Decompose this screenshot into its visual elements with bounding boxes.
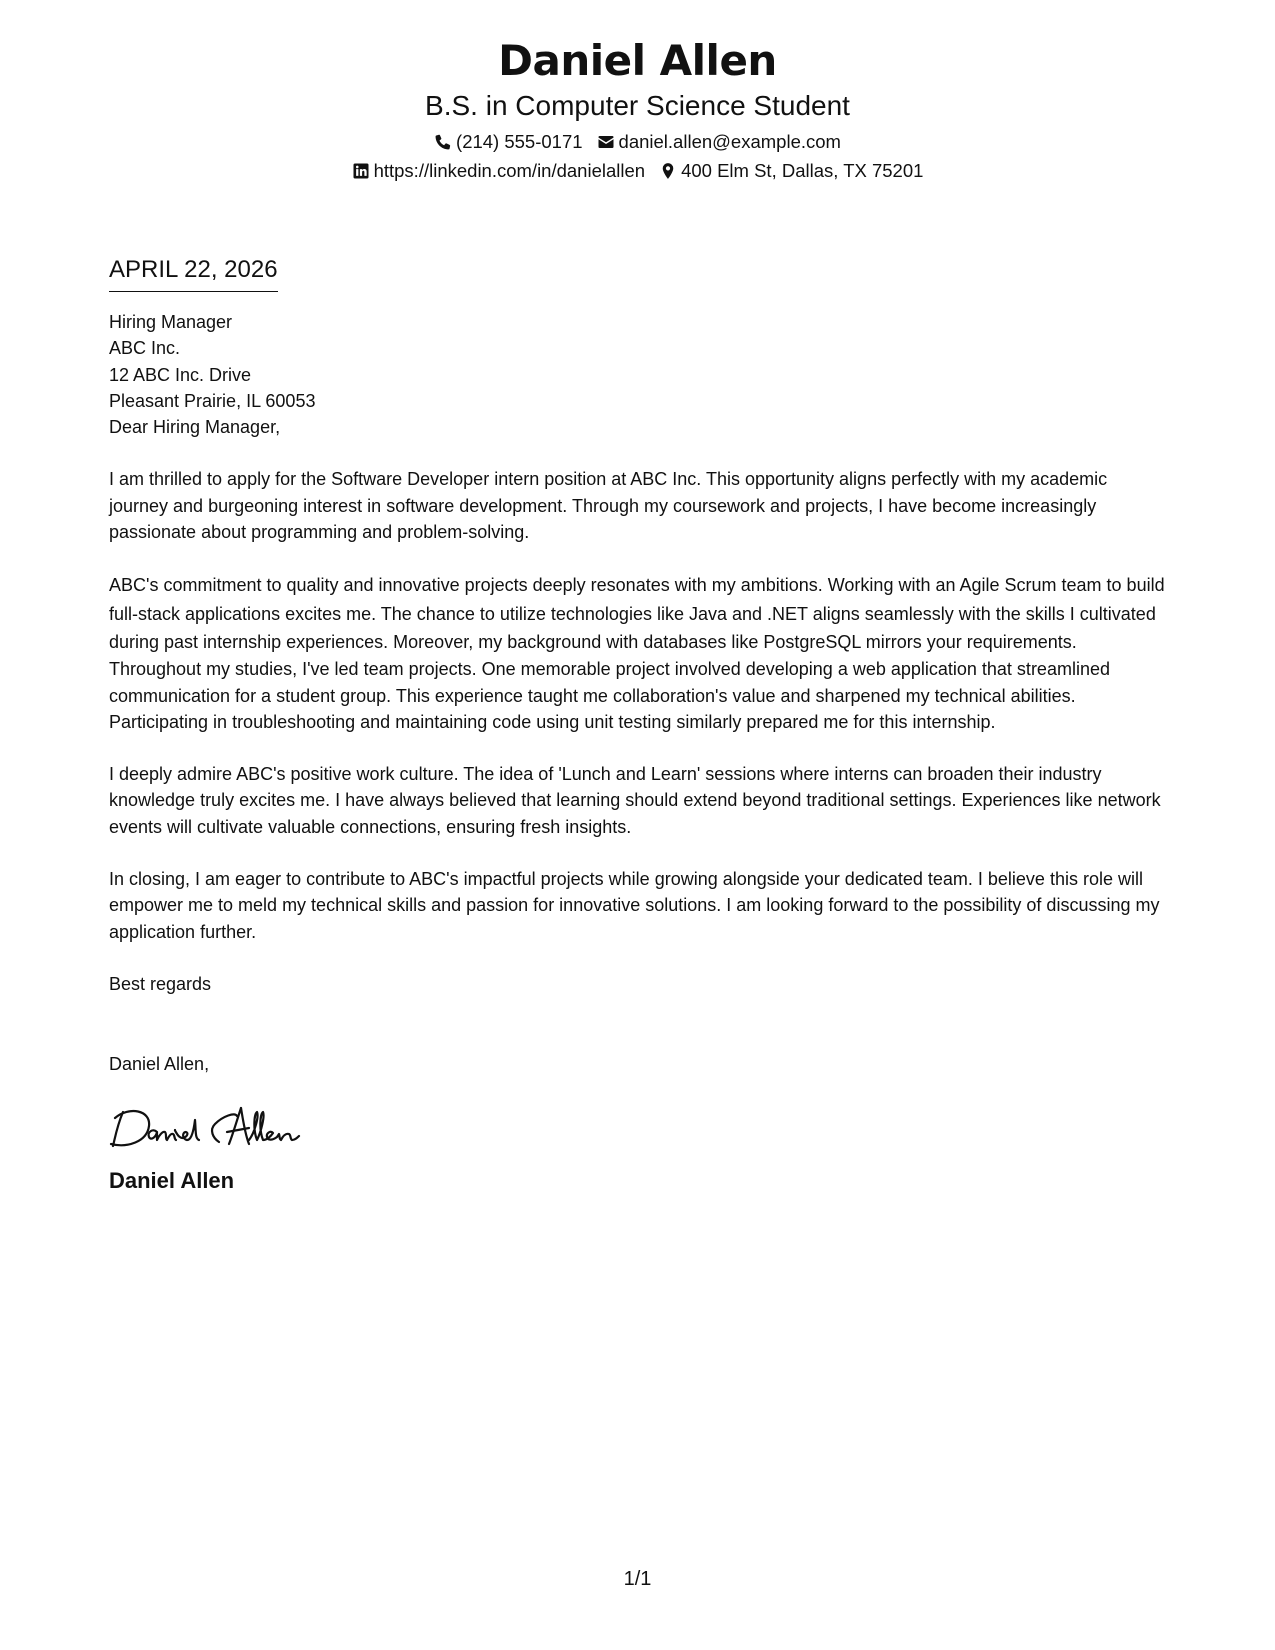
- salutation: Dear Hiring Manager,: [109, 417, 281, 438]
- address-text: 400 Elm St, Dallas, TX 75201: [681, 160, 924, 181]
- recipient-company: ABC Inc.: [109, 338, 181, 359]
- recipient-title: Hiring Manager: [109, 312, 233, 332]
- applicant-name: Daniel Allen: [498, 36, 777, 85]
- envelope-icon: [597, 133, 615, 151]
- handwritten-signature: [109, 1102, 319, 1152]
- contact-row-primary: [0, 129, 1275, 155]
- letter-date: APRIL 22, 2026: [109, 255, 278, 292]
- contact-email[interactable]: [597, 129, 841, 155]
- contact-linkedin[interactable]: [352, 158, 646, 184]
- phone-text: (214) 555-0171: [456, 131, 583, 152]
- body-paragraph: I deeply admire ABC's positive work culture. The idea of 'Lunch and Learn' sessions where interns can broaden their industry knowledge truly excites me. I have always believed that learning should extend beyond traditional settings. Experiences like network events will cultivate valuable connections, ensuring fresh insights.: [109, 764, 1161, 837]
- letter-header: [0, 32, 1275, 184]
- applicant-subtitle: B.S. in Computer Science Student: [425, 90, 850, 121]
- body-paragraph: In closing, I am eager to contribute to ABC's impactful projects while growing alongside your dedicated team. I believe this role will empower me to meld my technical skills and passion for innovative solutions. I am looking forward to the possibility of discussing my application further.: [109, 869, 1160, 942]
- linkedin-icon: [352, 162, 370, 180]
- body-paragraph: ABC's commitment to quality and innovative projects deeply resonates with my ambitions. Working with an Agile Scrum team to build full-stack applications excites me. The chance to utilize technologies like Java and .NET aligns seamlessly with the skills I cultivated during past internship experiences. Moreover, my background with databases like PostgreSQL mirrors your requirements.: [109, 575, 1165, 652]
- page-indicator: 1/1: [623, 1568, 652, 1590]
- map-marker-icon: [659, 162, 677, 180]
- recipient-street: 12 ABC Inc. Drive: [109, 364, 252, 385]
- letter-body: [109, 255, 1169, 1196]
- email-text[interactable]: daniel.allen@example.com: [618, 131, 841, 152]
- closing: Best regards: [109, 973, 212, 994]
- contact-row-secondary: [0, 158, 1275, 184]
- signoff-name: Daniel Allen,: [109, 1054, 210, 1075]
- body-paragraph: I am thrilled to apply for the Software Developer intern position at ABC Inc. This opportunity aligns perfectly with my academic journey and burgeoning interest in software development. Through my coursework and projects, I have become increasingly passionate about programming and problem-solving.: [109, 469, 1108, 543]
- printed-name: Daniel Allen: [109, 1167, 235, 1193]
- recipient-city: Pleasant Prairie, IL 60053: [109, 390, 316, 411]
- contact-address: [659, 158, 923, 184]
- contact-phone: [434, 129, 583, 155]
- linkedin-text[interactable]: https://linkedin.com/in/danielallen: [373, 160, 646, 181]
- recipient-block: [109, 309, 1169, 440]
- phone-icon: [434, 133, 452, 151]
- body-paragraph: Throughout my studies, I've led team projects. One memorable project involved developing a web application that streamlined communication for a student group. This experience taught me collaboration's value and sharpened my technical abilities. Participating in troubleshooting and maintaining code using unit testing similarly prepared me for this internship.: [109, 659, 1110, 732]
